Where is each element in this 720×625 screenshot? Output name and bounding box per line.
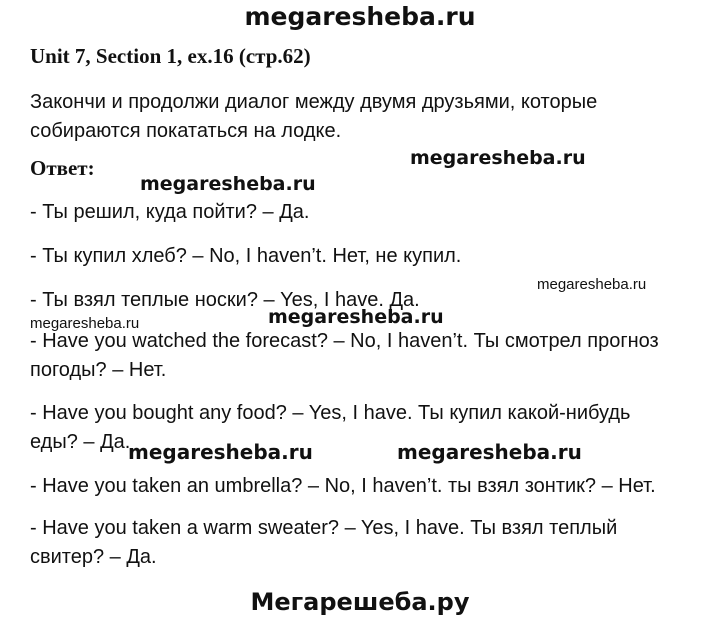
watermark: megaresheba.ru bbox=[410, 147, 586, 169]
dialog-line: - Ты взял теплые носки? – Yes, I have. Да. bbox=[30, 289, 420, 311]
dialog-line: - Have you taken an umbrella? – No, I haven’t. ты взял зонтик? – Нет. bbox=[30, 475, 656, 497]
site-footer: Мегарешеба.ру bbox=[250, 588, 470, 616]
dialog-line: - Ты купил хлеб? – No, I haven’t. Нет, не купил. bbox=[30, 245, 462, 267]
exercise-title: Unit 7, Section 1, ex.16 (стр.62) bbox=[30, 44, 311, 68]
watermark: megaresheba.ru bbox=[397, 440, 582, 464]
dialog-line: еды? – Да. bbox=[30, 431, 131, 453]
task-line: собираются покататься на лодке. bbox=[30, 120, 342, 142]
site-header: megaresheba.ru bbox=[244, 2, 476, 31]
watermark: megaresheba.ru bbox=[128, 440, 313, 464]
watermark: megaresheba.ru bbox=[268, 306, 444, 328]
dialog-line: - Have you bought any food? – Yes, I have. Ты купил какой-нибудь bbox=[30, 402, 631, 424]
dialog-line: - Have you watched the forecast? – No, I haven’t. Ты смотрел прогноз bbox=[30, 330, 659, 352]
dialog-line: свитер? – Да. bbox=[30, 546, 157, 568]
task-text bbox=[30, 88, 690, 146]
watermark: megaresheba.ru bbox=[140, 173, 316, 195]
dialog-line: погоды? – Нет. bbox=[30, 359, 167, 381]
task-line: Закончи и продолжи диалог между двумя друзьями, которые bbox=[30, 91, 598, 113]
answer-label: Ответ: bbox=[30, 156, 95, 180]
watermark: megaresheba.ru bbox=[30, 315, 140, 332]
watermark: megaresheba.ru bbox=[537, 276, 647, 293]
dialog-line: - Ты решил, куда пойти? – Да. bbox=[30, 201, 310, 223]
dialog-line: - Have you taken a warm sweater? – Yes, I have. Ты взял теплый bbox=[30, 517, 618, 539]
